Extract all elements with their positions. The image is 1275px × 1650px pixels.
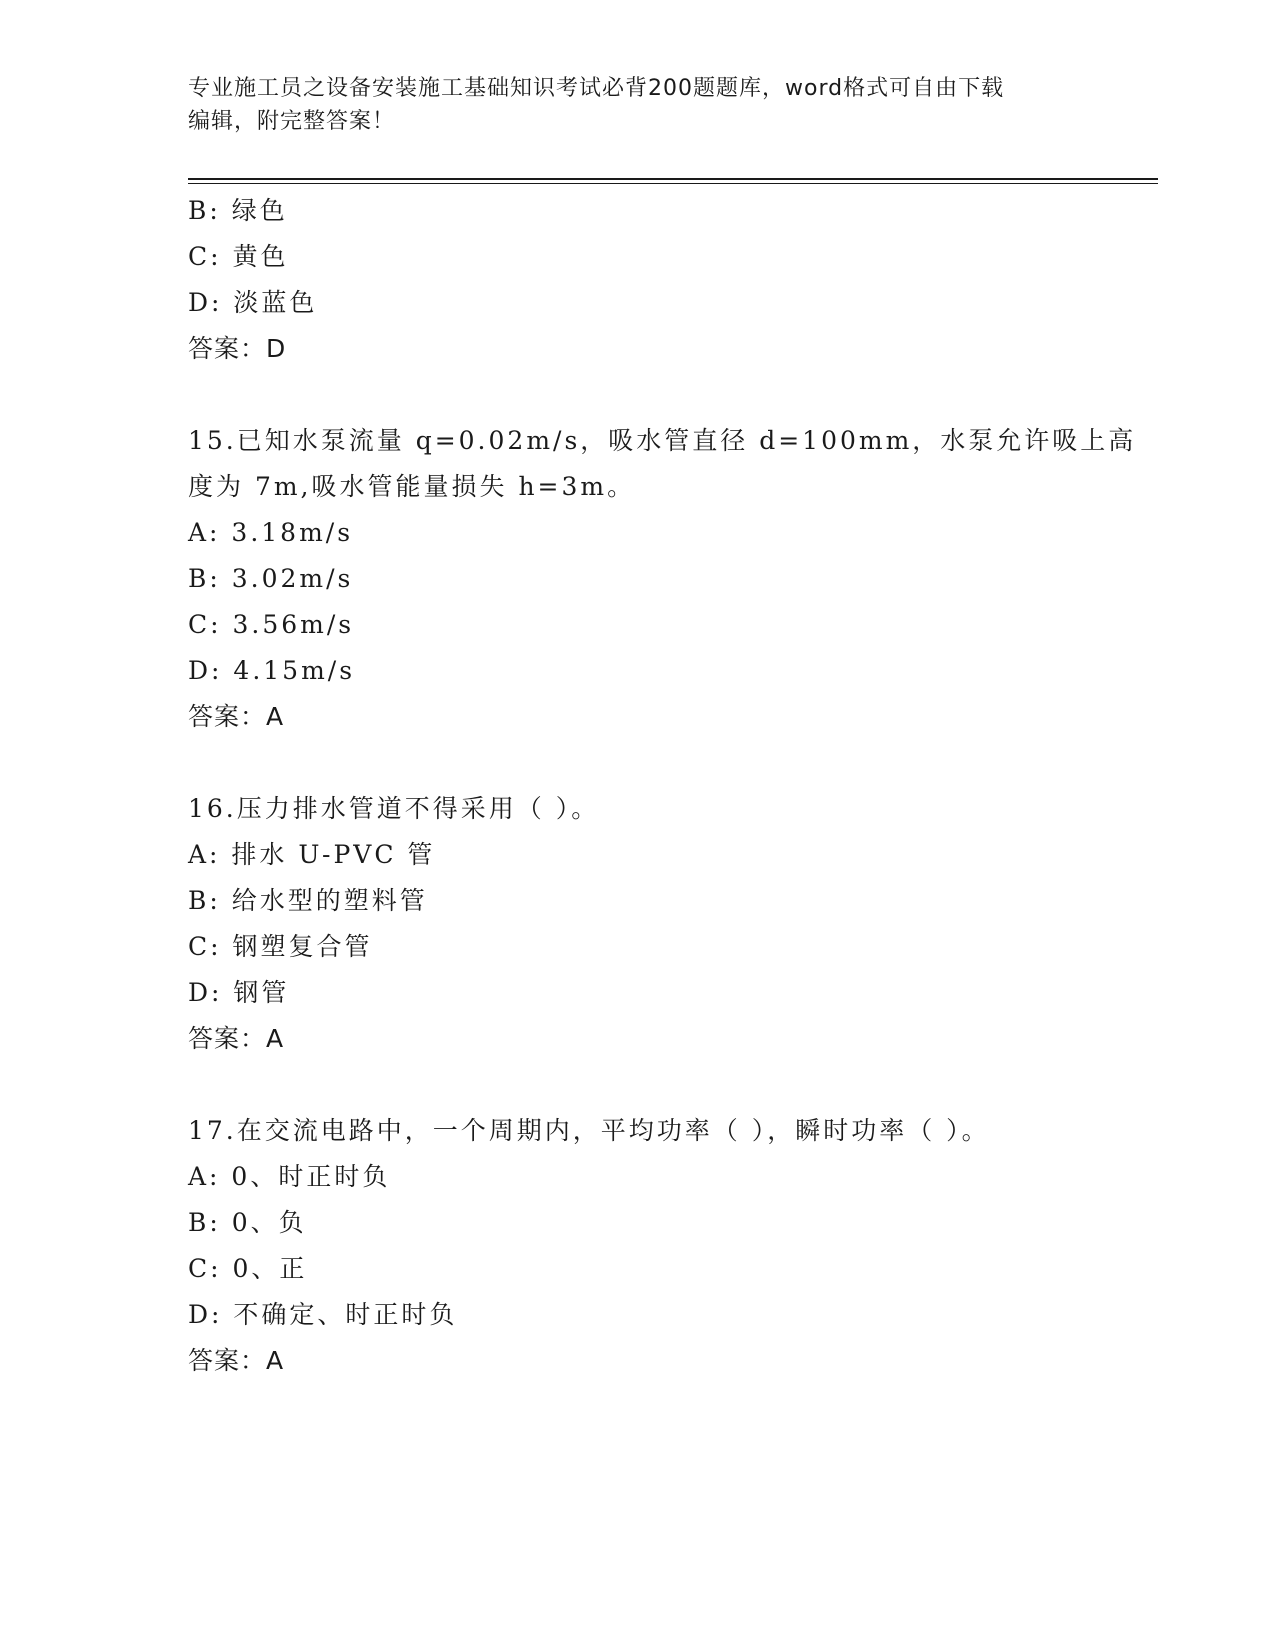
option-d: D: 不确定、时正时负 [188, 1300, 458, 1329]
header-title-line1: 专业施工员之设备安装施工基础知识考试必背200题题库，word格式可自由下载 [188, 76, 1005, 101]
answer: 答案：D [188, 334, 287, 363]
header-divider-thin [188, 183, 1158, 184]
spacer [188, 740, 1088, 786]
answer: 答案：A [188, 1024, 285, 1053]
question-15 [188, 418, 1137, 740]
question-17 [188, 1108, 1088, 1384]
question-14-tail [188, 188, 1088, 372]
option-a: A: 3.18m/s [188, 518, 354, 547]
header-divider-thick [188, 178, 1158, 180]
option-b: B: 绿色 [188, 196, 288, 225]
question-16 [188, 786, 1088, 1062]
option-c: C: 黄色 [188, 242, 289, 271]
spacer [188, 372, 1088, 418]
option-b: B: 0、负 [188, 1208, 307, 1237]
document-header [188, 72, 1088, 138]
option-c: C: 3.56m/s [188, 610, 355, 639]
question-stem: 15.已知水泵流量 q=0.02m/s，吸水管直径 d=100mm，水泵允许吸上高 [188, 426, 1137, 455]
question-stem: 16.压力排水管道不得采用（ ）。 [188, 794, 600, 823]
option-b: B: 给水型的塑料管 [188, 886, 428, 915]
question-stem: 17.在交流电路中，一个周期内，平均功率（ ），瞬时功率（ ）。 [188, 1116, 990, 1145]
answer: 答案：A [188, 1346, 285, 1375]
option-d: D: 钢管 [188, 978, 290, 1007]
document-body [188, 188, 1137, 1384]
option-a: A: 0、时正时负 [188, 1162, 391, 1191]
question-stem-continued: 度为 7m,吸水管能量损失 h=3m。 [188, 472, 636, 501]
option-c: C: 钢塑复合管 [188, 932, 373, 961]
option-d: D: 淡蓝色 [188, 288, 318, 317]
answer: 答案：A [188, 702, 285, 731]
option-b: B: 3.02m/s [188, 564, 354, 593]
option-c: C: 0、正 [188, 1254, 308, 1283]
option-d: D: 4.15m/s [188, 656, 356, 685]
header-title-line2: 编辑，附完整答案！ [188, 109, 396, 134]
spacer [188, 1062, 1088, 1108]
option-a: A: 排水 U-PVC 管 [188, 840, 436, 869]
